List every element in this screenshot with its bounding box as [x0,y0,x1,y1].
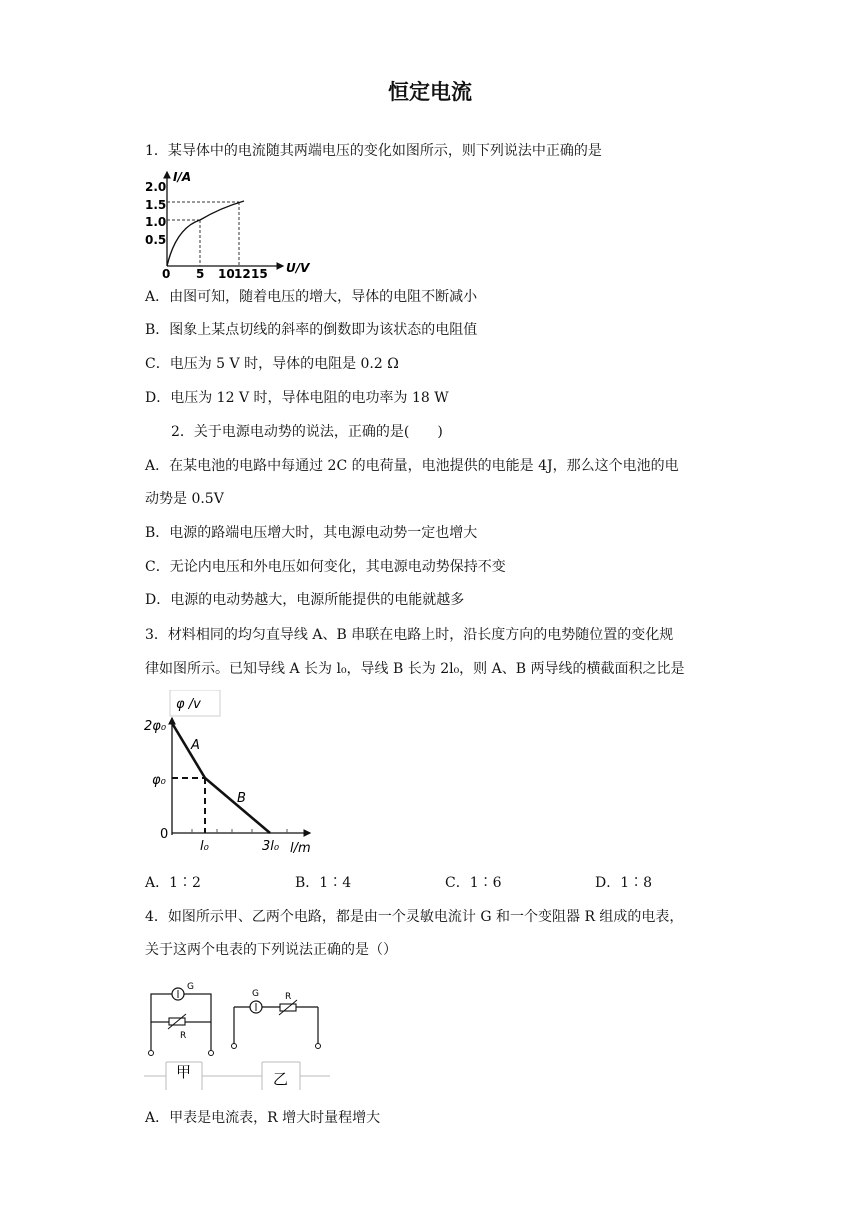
q3-x-label: l/m [290,841,311,856]
q1-option-d: D．电压为 12 V 时，导体电阻的电功率为 18 W [145,390,449,406]
q3-label-a: A [191,738,200,753]
q3-option-d: D．1∶8 [595,875,653,891]
terminal-icon [149,1051,154,1056]
terminal-icon [209,1051,214,1056]
q4-circuit-yi [234,1007,318,1044]
q1-x-tick: 12 [234,267,251,280]
q1-x-tick: 5 [196,267,205,280]
q3-x-tick-2: 3l₀ [262,839,280,854]
q4-jia-g-label: G [187,982,194,992]
q1-x-tick: 0 [162,267,171,280]
terminal-icon [232,1044,237,1049]
q3-potential-graph [142,690,322,858]
q2-option-a-cont: 动势是 0.5V [145,491,224,507]
q4-stem-line2: 关于这两个电表的下列说法正确的是（） [145,942,397,958]
q1-iu-graph [140,168,320,280]
q2-option-d: D．电源的电动势越大，电源所能提供的电能就越多 [145,592,465,608]
q1-stem: 1．某导体中的电流随其两端电压的变化如图所示，则下列说法中正确的是 [145,143,602,159]
q3-option-c: C．1∶6 [445,875,502,891]
q1-y-label: I/A [173,170,192,184]
q4-circuit-diagram [140,976,340,1094]
q3-segment-a [172,723,205,778]
q1-y-tick: 1.5 [145,198,167,212]
q1-x-tick: 15 [251,267,268,280]
q1-option-b: B．图象上某点切线的斜率的倒数即为该状态的电阻值 [145,322,478,338]
q1-x-tick: 10 [218,267,235,280]
q1-y-tick: 1.0 [145,215,167,229]
page-title: 恒定电流 [388,80,472,104]
q2-option-c: C．无论内电压和外电压如何变化，其电源电动势保持不变 [145,559,506,575]
q4-jia-r-label: R [180,1031,187,1041]
q1-option-a: A．由图可知，随着电压的增大，导体的电阻不断减小 [145,289,478,305]
q3-options [145,874,745,892]
q1-y-tick: 0.5 [145,233,167,247]
q3-y-tick-mid: φ₀ [152,773,166,788]
q4-caption-yi: 乙 [273,1070,289,1088]
q2-option-a: A．在某电池的电路中每通过 2C 的电荷量，电池提供的电能是 4J，那么这个电池的电 [145,458,679,474]
q1-y-tick: 2.0 [145,180,167,194]
terminal-icon [316,1044,321,1049]
q4-yi-r-label: R [285,992,292,1002]
q3-x-tick-1: l₀ [200,839,209,854]
q2-stem: 2．关于电源电动势的说法，正确的是( ) [171,424,443,440]
q1-option-c: C．电压为 5 V 时，导体的电阻是 0.2 Ω [145,356,399,372]
q3-origin: 0 [160,827,169,842]
q3-option-a: A．1∶2 [145,875,201,891]
q2-option-b: B．电源的路端电压增大时，其电源电动势一定也增大 [145,525,478,541]
q3-label-b: B [237,791,246,806]
q1-iu-curve [167,201,244,266]
q4-option-a: A．甲表是电流表，R 增大时量程增大 [145,1110,381,1126]
q4-stem-line1: 4．如图所示甲、乙两个电路，都是由一个灵敏电流计 G 和一个变阻器 R 组成的电表， [145,909,684,925]
q4-caption-jia: 甲 [176,1063,192,1081]
q3-stem-line2: 律如图所示。已知导线 A 长为 l₀，导线 B 长为 2l₀，则 A、B 两导线的横截面积之比是 [145,661,685,677]
q3-y-tick-top: 2φ₀ [144,719,167,734]
q3-stem-line1: 3．材料相同的均匀直导线 A、B 串联在电路上时，沿长度方向的电势随位置的变化规 [145,627,674,643]
q3-option-b: B．1∶4 [295,875,352,891]
q1-x-label: U/V [286,261,310,275]
q4-yi-g-label: G [252,989,259,999]
q3-y-label: φ /v [176,697,201,712]
